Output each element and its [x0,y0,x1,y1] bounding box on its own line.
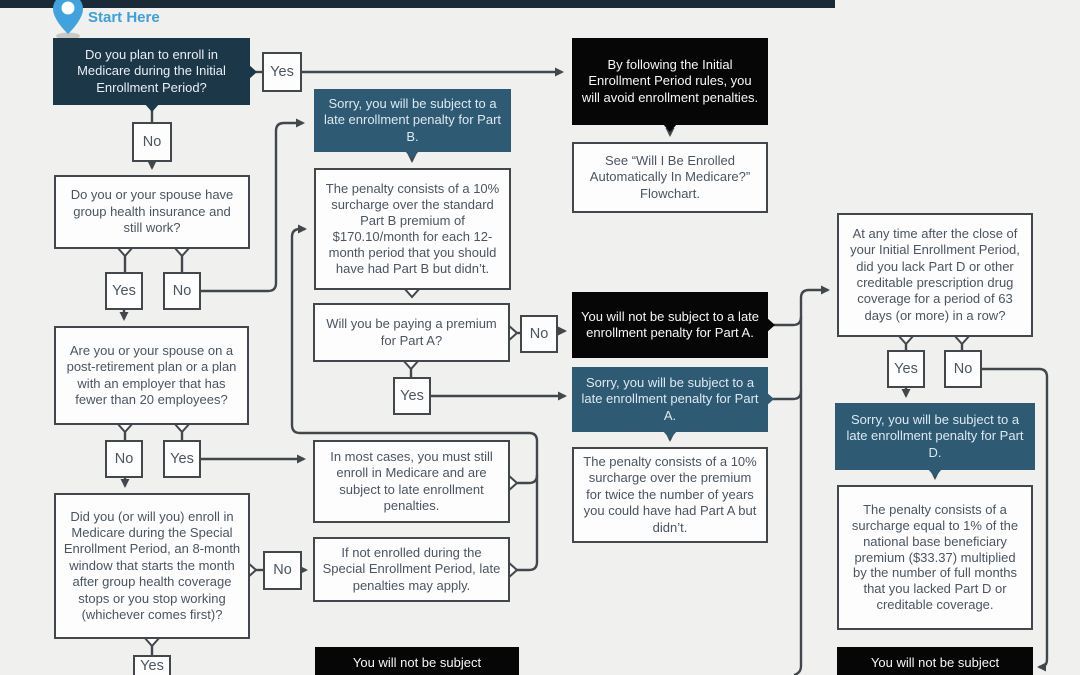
yes-box-group-health: Yes [105,272,143,310]
yes-box-part-d: Yes [887,350,925,388]
yes-box-iep: Yes [262,52,302,92]
outcome-penalty-part-a: Sorry, you will be subject to a late enrollment penalty for Part A. [572,367,768,432]
outcome-penalty-part-d: Sorry, you will be subject to a late enrollment penalty for Part D. [835,403,1035,470]
yes-box-sep: Yes [133,655,171,675]
no-box-small-employer: No [105,440,143,478]
question-premium-part-a: Will you be paying a premium for Part A? [313,303,510,362]
no-box-sep: No [263,551,302,590]
info-most-cases-enroll: In most cases, you must still enroll in Medicare and are subject to late enrollment penalties. [313,440,510,523]
location-pin-icon [48,0,90,41]
question-sep-enroll: Did you (or will you) enroll in Medicare during the Special Enrollment Period, an 8-month window that starts the month after group health coverage stops or you stop working (whichever comes first)? [54,493,250,639]
outcome-no-penalty-part-a: You will not be subject to a late enrollment penalty for Part A. [572,292,768,358]
detail-penalty-part-b: The penalty consists of a 10% surcharge over the standard Part B premium of $170.10/month for each 12-month period that you should have had Part B but didn’t. [314,168,511,290]
yes-box-premium-a: Yes [393,377,431,415]
question-group-health: Do you or your spouse have group health insurance and still work? [54,175,250,249]
question-enroll-iep: Do you plan to enroll in Medicare during the Initial Enrollment Period? [53,38,250,105]
top-accent-bar [0,0,835,8]
outcome-no-penalty-part-d: You will not be subject [837,647,1033,675]
no-box-part-d: No [944,350,982,388]
info-see-flowchart: See “Will I Be Enrolled Automatically In Medicare?” Flowchart. [572,142,768,213]
question-part-d-gap: At any time after the close of your Initial Enrollment Period, did you lack Part D or other creditable prescription drug coverage for a period of 63 days (or more) in a row? [837,213,1033,337]
detail-penalty-part-d: The penalty consists of a surcharge equal to 1% of the national base beneficiary premium ($33.37) multiplied by the number of full months that you lacked Part D or creditable coverage. [837,485,1033,630]
info-sep-late-penalties: If not enrolled during the Special Enrollment Period, late penalties may apply. [313,537,510,602]
no-box-iep: No [132,122,172,162]
no-box-group-health: No [163,272,201,310]
start-here-label: Start Here [88,9,160,26]
outcome-avoid-penalties: By following the Initial Enrollment Period rules, you will avoid enrollment penalties. [572,38,768,125]
no-box-premium-a: No [520,315,558,353]
outcome-no-penalty-mid: You will not be subject [315,647,519,675]
yes-box-small-employer: Yes [163,440,201,478]
detail-penalty-part-a: The penalty consists of a 10% surcharge over the premium for twice the number of years you could have had Part A but didn’t. [572,447,768,543]
question-small-employer: Are you or your spouse on a post-retirement plan or a plan with an employer that has fewer than 20 employees? [54,326,249,425]
outcome-penalty-part-b: Sorry, you will be subject to a late enrollment penalty for Part B. [314,89,511,152]
